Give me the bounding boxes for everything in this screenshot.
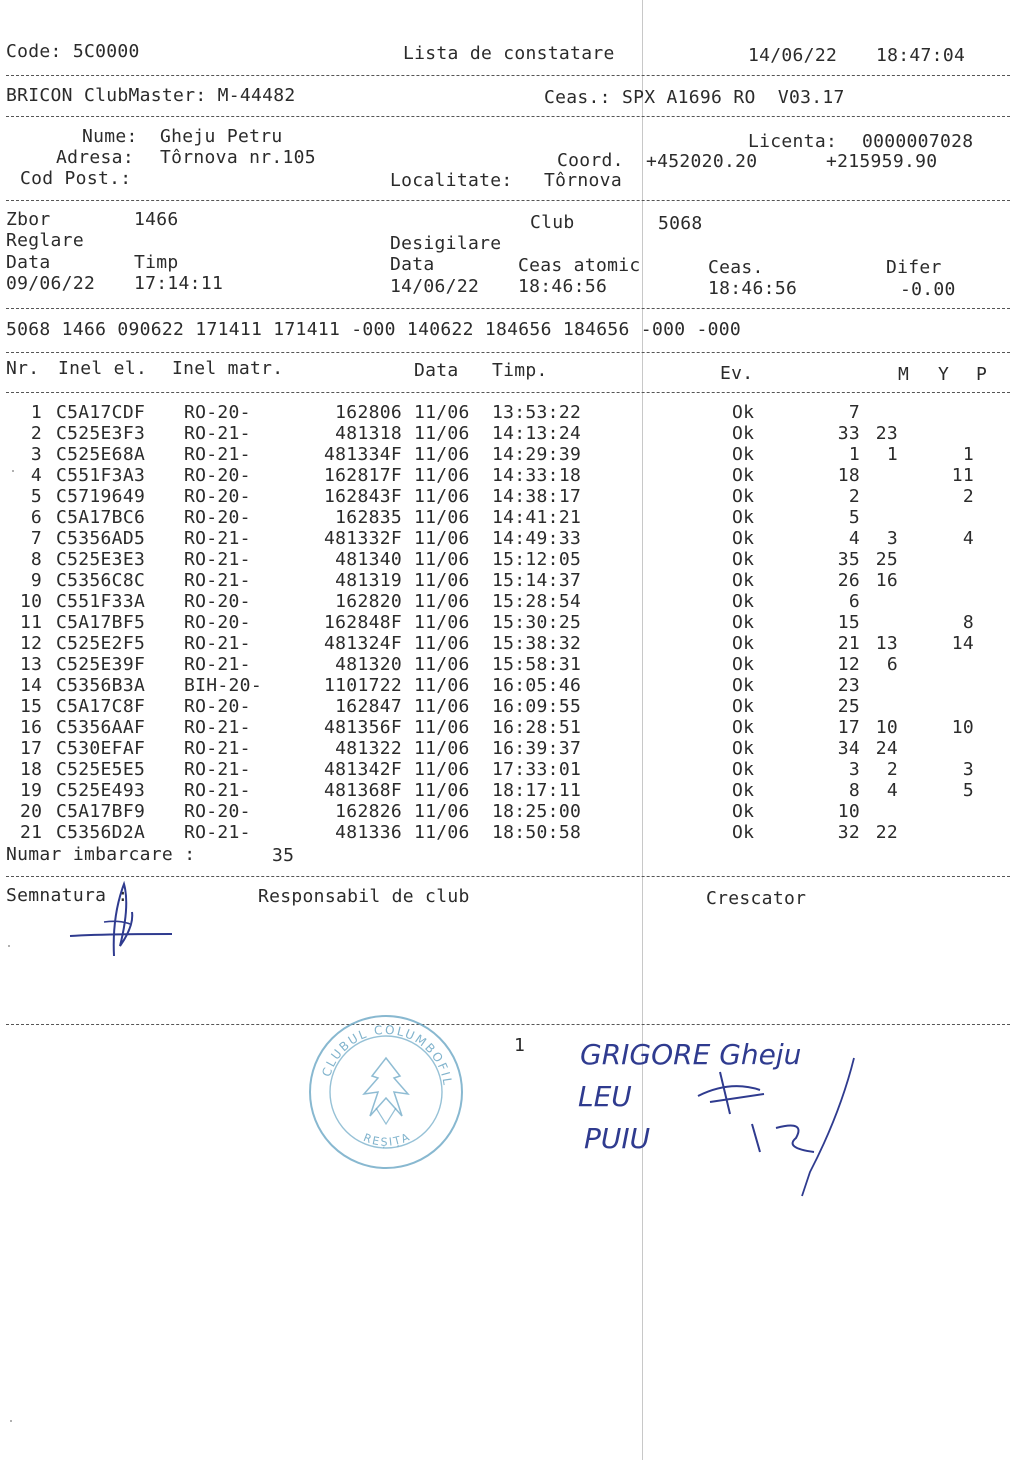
- cell-nr: 9: [30, 570, 42, 591]
- address-label: Adresa:: [56, 147, 134, 168]
- cell-inel-prefix: RO-21-: [184, 822, 251, 843]
- col-header-ev: Ev.: [720, 363, 754, 384]
- cell-nr: 21: [20, 822, 43, 843]
- cell-inel-prefix: RO-20-: [184, 507, 251, 528]
- cell-data: 11/06: [414, 675, 470, 696]
- cell-data: 11/06: [414, 654, 470, 675]
- cell-y: 2: [886, 759, 898, 780]
- cell-nr: 15: [20, 696, 43, 717]
- cell-ev: Ok: [732, 633, 755, 654]
- handwritten-line1: GRIGORE Gheju: [580, 1038, 802, 1071]
- crescator-label: Crescator: [706, 888, 807, 909]
- cell-timp: 16:28:51: [492, 717, 582, 738]
- cell-data: 11/06: [414, 759, 470, 780]
- cell-data: 11/06: [414, 822, 470, 843]
- cell-data: 11/06: [414, 486, 470, 507]
- cell-p: 8: [962, 612, 974, 633]
- cell-inel-prefix: RO-20-: [184, 402, 251, 423]
- cell-m: 26: [837, 570, 860, 591]
- cell-data: 11/06: [414, 696, 470, 717]
- cell-timp: 15:58:31: [492, 654, 582, 675]
- handwritten-line3: PUIU: [584, 1122, 651, 1155]
- divider: [6, 200, 1010, 201]
- cell-ev: Ok: [732, 654, 755, 675]
- cell-data: 11/06: [414, 570, 470, 591]
- zbor-label: Zbor: [6, 209, 51, 230]
- cell-y: 24: [875, 738, 898, 759]
- cell-timp: 14:38:17: [492, 486, 582, 507]
- cell-inel-prefix: RO-21-: [184, 717, 251, 738]
- cell-inel-matr: 162806: [335, 402, 402, 423]
- cell-timp: 16:05:46: [492, 675, 582, 696]
- club-stamp-icon: [306, 1012, 466, 1172]
- owner-name: Gheju Petru: [160, 126, 283, 147]
- cell-inel-matr: 481368F: [324, 780, 402, 801]
- cell-ev: Ok: [732, 507, 755, 528]
- cell-inel-prefix: RO-21-: [184, 444, 251, 465]
- locality-value: Tôrnova: [544, 170, 622, 191]
- cell-data: 11/06: [414, 801, 470, 822]
- cell-ev: Ok: [732, 612, 755, 633]
- cell-inel-matr: 481319: [335, 570, 402, 591]
- divider: [6, 392, 1010, 393]
- cell-inel-matr: 162820: [335, 591, 402, 612]
- cell-p: 14: [951, 633, 974, 654]
- cell-ev: Ok: [732, 801, 755, 822]
- cell-ev: Ok: [732, 402, 755, 423]
- imbarcare-label: Numar imbarcare :: [6, 844, 196, 865]
- cell-y: 10: [875, 717, 898, 738]
- reglare-label: Reglare: [6, 230, 84, 251]
- cell-y: 23: [875, 423, 898, 444]
- cell-nr: 12: [20, 633, 43, 654]
- cell-m: 5: [848, 507, 860, 528]
- cell-timp: 15:30:25: [492, 612, 582, 633]
- cell-m: 8: [848, 780, 860, 801]
- cell-ev: Ok: [732, 759, 755, 780]
- cell-y: 16: [875, 570, 898, 591]
- cell-nr: 10: [20, 591, 43, 612]
- cell-inel-el: C5356C8C: [56, 570, 146, 591]
- club-label: Club: [530, 212, 575, 233]
- cell-ev: Ok: [732, 444, 755, 465]
- atomic-time: 18:46:56: [518, 276, 608, 297]
- handwritten-names: [570, 1024, 970, 1204]
- divider: [6, 75, 1010, 76]
- cell-y: 13: [875, 633, 898, 654]
- cell-m: 12: [837, 654, 860, 675]
- cell-inel-matr: 162847: [335, 696, 402, 717]
- ceas-label: Ceas.: [708, 257, 764, 278]
- clock-line: Ceas.: SPX A1696 RO V03.17: [544, 87, 845, 108]
- divider: [6, 352, 1010, 353]
- responsabil-label: Responsabil de club: [258, 886, 470, 907]
- reglare-time: 17:14:11: [134, 273, 224, 294]
- reglare-date: 09/06/22: [6, 273, 96, 294]
- cell-nr: 4: [30, 465, 42, 486]
- scan-speck: [10, 1420, 12, 1422]
- postcode-label: Cod Post.:: [20, 168, 132, 189]
- cell-m: 6: [848, 591, 860, 612]
- coord-label: Coord.: [557, 150, 624, 171]
- cell-inel-matr: 481318: [335, 423, 402, 444]
- license-number: 0000007028: [862, 131, 974, 152]
- cell-ev: Ok: [732, 717, 755, 738]
- cell-p: 3: [962, 759, 974, 780]
- cell-ev: Ok: [732, 465, 755, 486]
- cell-nr: 20: [20, 801, 43, 822]
- cell-nr: 13: [20, 654, 43, 675]
- system-line: BRICON ClubMaster: M-44482: [6, 85, 296, 106]
- cell-timp: 14:49:33: [492, 528, 582, 549]
- cell-ev: Ok: [732, 822, 755, 843]
- cell-inel-el: C525E493: [56, 780, 146, 801]
- cell-inel-el: C5356D2A: [56, 822, 146, 843]
- cell-p: 10: [951, 717, 974, 738]
- header-time: 18:47:04: [876, 45, 966, 66]
- cell-m: 33: [837, 423, 860, 444]
- cell-timp: 15:28:54: [492, 591, 582, 612]
- cell-m: 32: [837, 822, 860, 843]
- cell-inel-prefix: RO-20-: [184, 696, 251, 717]
- cell-m: 35: [837, 549, 860, 570]
- cell-inel-el: C5719649: [56, 486, 146, 507]
- cell-ev: Ok: [732, 486, 755, 507]
- divider: [6, 308, 1010, 309]
- cell-inel-prefix: RO-21-: [184, 570, 251, 591]
- cell-data: 11/06: [414, 465, 470, 486]
- license-label: Licenta:: [748, 131, 838, 152]
- paper-fold-line: [642, 0, 643, 1460]
- cell-inel-prefix: RO-21-: [184, 738, 251, 759]
- cell-m: 10: [837, 801, 860, 822]
- cell-m: 17: [837, 717, 860, 738]
- cell-inel-matr: 481320: [335, 654, 402, 675]
- cell-m: 18: [837, 465, 860, 486]
- cell-timp: 15:12:05: [492, 549, 582, 570]
- cell-inel-el: C5356B3A: [56, 675, 146, 696]
- cell-nr: 7: [30, 528, 42, 549]
- cell-y: 4: [886, 780, 898, 801]
- cell-inel-prefix: RO-20-: [184, 486, 251, 507]
- cell-p: 5: [962, 780, 974, 801]
- difer-label: Difer: [886, 257, 942, 278]
- page-number: 1: [514, 1035, 526, 1056]
- col-header-m: M: [898, 364, 910, 385]
- cell-inel-el: C530EFAF: [56, 738, 146, 759]
- name-label: Nume:: [82, 126, 138, 147]
- scan-speck: [8, 945, 10, 947]
- cell-timp: 18:25:00: [492, 801, 582, 822]
- cell-inel-prefix: RO-21-: [184, 759, 251, 780]
- col-header-inel-el: Inel el.: [58, 358, 148, 379]
- coord-latitude: +452020.20: [646, 151, 758, 172]
- cell-timp: 14:13:24: [492, 423, 582, 444]
- handwritten-line2: LEU: [578, 1080, 632, 1113]
- cell-timp: 17:33:01: [492, 759, 582, 780]
- cell-inel-matr: 481340: [335, 549, 402, 570]
- signature-scribble-icon: [60, 876, 190, 966]
- cell-inel-matr: 162843F: [324, 486, 402, 507]
- cell-data: 11/06: [414, 402, 470, 423]
- cell-y: 1: [886, 444, 898, 465]
- col-header-data: Data: [414, 360, 459, 381]
- cell-timp: 18:17:11: [492, 780, 582, 801]
- cell-inel-el: C5A17CDF: [56, 402, 146, 423]
- cell-inel-prefix: RO-21-: [184, 780, 251, 801]
- cell-inel-matr: 481332F: [324, 528, 402, 549]
- cell-inel-prefix: RO-20-: [184, 591, 251, 612]
- cell-inel-matr: 162848F: [324, 612, 402, 633]
- cell-inel-el: C5A17C8F: [56, 696, 146, 717]
- club-value: 5068: [658, 213, 703, 234]
- cell-m: 15: [837, 612, 860, 633]
- cell-data: 11/06: [414, 612, 470, 633]
- cell-data: 11/06: [414, 591, 470, 612]
- cell-inel-prefix: BIH-20-: [184, 675, 262, 696]
- desigilare-date: 14/06/22: [390, 276, 480, 297]
- locality-label: Localitate:: [390, 170, 513, 191]
- cell-p: 2: [962, 486, 974, 507]
- cell-nr: 1: [30, 402, 42, 423]
- difference-value: -0.00: [900, 279, 956, 300]
- cell-inel-matr: 481336: [335, 822, 402, 843]
- cell-nr: 6: [30, 507, 42, 528]
- cell-timp: 16:09:55: [492, 696, 582, 717]
- cell-ev: Ok: [732, 591, 755, 612]
- cell-data: 11/06: [414, 780, 470, 801]
- clock-time: 18:46:56: [708, 278, 798, 299]
- cell-timp: 16:39:37: [492, 738, 582, 759]
- imbarcare-value: 35: [272, 845, 295, 866]
- cell-ev: Ok: [732, 423, 755, 444]
- scan-speck: [12, 470, 14, 472]
- cell-inel-prefix: RO-21-: [184, 549, 251, 570]
- cell-y: 22: [875, 822, 898, 843]
- cell-nr: 16: [20, 717, 43, 738]
- owner-address: Tôrnova nr.105: [160, 147, 316, 168]
- cell-nr: 2: [30, 423, 42, 444]
- cell-data: 11/06: [414, 738, 470, 759]
- cell-data: 11/06: [414, 549, 470, 570]
- cell-timp: 14:41:21: [492, 507, 582, 528]
- cell-inel-el: C525E39F: [56, 654, 146, 675]
- cell-y: 6: [886, 654, 898, 675]
- cell-inel-el: C551F33A: [56, 591, 146, 612]
- cell-data: 11/06: [414, 633, 470, 654]
- col-header-nr: Nr.: [6, 358, 40, 379]
- code-label: Code: 5C0000: [6, 41, 140, 62]
- cell-timp: 13:53:22: [492, 402, 582, 423]
- semnatura-label: Semnatura :: [6, 885, 129, 906]
- cell-ev: Ok: [732, 738, 755, 759]
- document-title: Lista de constatare: [403, 43, 615, 64]
- stamp-city-text: REȘIȚA: [361, 1129, 414, 1149]
- cell-inel-el: C525E3F3: [56, 423, 146, 444]
- cell-timp: 18:50:58: [492, 822, 582, 843]
- cell-m: 2: [848, 486, 860, 507]
- cell-inel-el: C525E68A: [56, 444, 146, 465]
- desigilare-label: Desigilare: [390, 233, 502, 254]
- cell-inel-el: C551F3A3: [56, 465, 146, 486]
- reglare-data-label: Data: [6, 252, 51, 273]
- code-line: 5068 1466 090622 171411 171411 -000 140622 184656 184656 -000 -000: [6, 319, 742, 340]
- cell-nr: 8: [30, 549, 42, 570]
- cell-data: 11/06: [414, 507, 470, 528]
- cell-m: 25: [837, 696, 860, 717]
- cell-nr: 5: [30, 486, 42, 507]
- cell-y: 25: [875, 549, 898, 570]
- cell-inel-prefix: RO-20-: [184, 465, 251, 486]
- cell-inel-prefix: RO-21-: [184, 423, 251, 444]
- cell-inel-prefix: RO-21-: [184, 654, 251, 675]
- coord-longitude: +215959.90: [826, 151, 938, 172]
- cell-inel-matr: 481324F: [324, 633, 402, 654]
- cell-inel-matr: 481322: [335, 738, 402, 759]
- cell-ev: Ok: [732, 696, 755, 717]
- col-header-inel-matr: Inel matr.: [172, 358, 284, 379]
- cell-nr: 3: [30, 444, 42, 465]
- cell-nr: 17: [20, 738, 43, 759]
- cell-ev: Ok: [732, 570, 755, 591]
- cell-m: 34: [837, 738, 860, 759]
- zbor-value: 1466: [134, 209, 179, 230]
- cell-m: 4: [848, 528, 860, 549]
- cell-y: 3: [886, 528, 898, 549]
- cell-m: 3: [848, 759, 860, 780]
- col-header-timp: Timp.: [492, 360, 548, 381]
- cell-inel-prefix: RO-20-: [184, 612, 251, 633]
- cell-p: 11: [951, 465, 974, 486]
- cell-inel-matr: 162826: [335, 801, 402, 822]
- cell-inel-el: C525E5E5: [56, 759, 146, 780]
- cell-p: 4: [962, 528, 974, 549]
- svg-text:REȘIȚA: [362, 1130, 414, 1149]
- cell-nr: 19: [20, 780, 43, 801]
- cell-inel-el: C5A17BF9: [56, 801, 146, 822]
- cell-nr: 11: [20, 612, 43, 633]
- cell-timp: 15:14:37: [492, 570, 582, 591]
- cell-data: 11/06: [414, 528, 470, 549]
- cell-data: 11/06: [414, 444, 470, 465]
- cell-m: 1: [848, 444, 860, 465]
- cell-inel-matr: 481334F: [324, 444, 402, 465]
- cell-timp: 14:29:39: [492, 444, 582, 465]
- col-header-y: Y: [938, 364, 950, 385]
- divider: [6, 116, 1010, 117]
- cell-timp: 15:38:32: [492, 633, 582, 654]
- cell-timp: 14:33:18: [492, 465, 582, 486]
- cell-m: 21: [837, 633, 860, 654]
- cell-ev: Ok: [732, 528, 755, 549]
- cell-inel-matr: 481342F: [324, 759, 402, 780]
- ceas-atomic-label: Ceas atomic: [518, 255, 641, 276]
- header-date: 14/06/22: [748, 45, 838, 66]
- cell-ev: Ok: [732, 780, 755, 801]
- cell-inel-prefix: RO-21-: [184, 528, 251, 549]
- col-header-p: P: [976, 364, 988, 385]
- cell-inel-matr: 162817F: [324, 465, 402, 486]
- cell-inel-el: C5356AAF: [56, 717, 146, 738]
- cell-m: 7: [848, 402, 860, 423]
- cell-inel-el: C525E2F5: [56, 633, 146, 654]
- cell-m: 23: [837, 675, 860, 696]
- cell-inel-matr: 162835: [335, 507, 402, 528]
- cell-inel-el: C5A17BF5: [56, 612, 146, 633]
- cell-data: 11/06: [414, 717, 470, 738]
- cell-inel-el: C525E3E3: [56, 549, 146, 570]
- cell-ev: Ok: [732, 675, 755, 696]
- cell-inel-prefix: RO-20-: [184, 801, 251, 822]
- desigilare-data-label: Data: [390, 254, 435, 275]
- cell-nr: 14: [20, 675, 43, 696]
- cell-inel-prefix: RO-21-: [184, 633, 251, 654]
- cell-data: 11/06: [414, 423, 470, 444]
- reglare-timp-label: Timp: [134, 252, 179, 273]
- cell-inel-el: C5356AD5: [56, 528, 146, 549]
- cell-p: 1: [962, 444, 974, 465]
- cell-inel-matr: 1101722: [324, 675, 402, 696]
- cell-nr: 18: [20, 759, 43, 780]
- stamp-arc-text: CLUBUL COLUMBOFIL: [319, 1022, 455, 1088]
- cell-ev: Ok: [732, 549, 755, 570]
- cell-inel-matr: 481356F: [324, 717, 402, 738]
- cell-inel-el: C5A17BC6: [56, 507, 146, 528]
